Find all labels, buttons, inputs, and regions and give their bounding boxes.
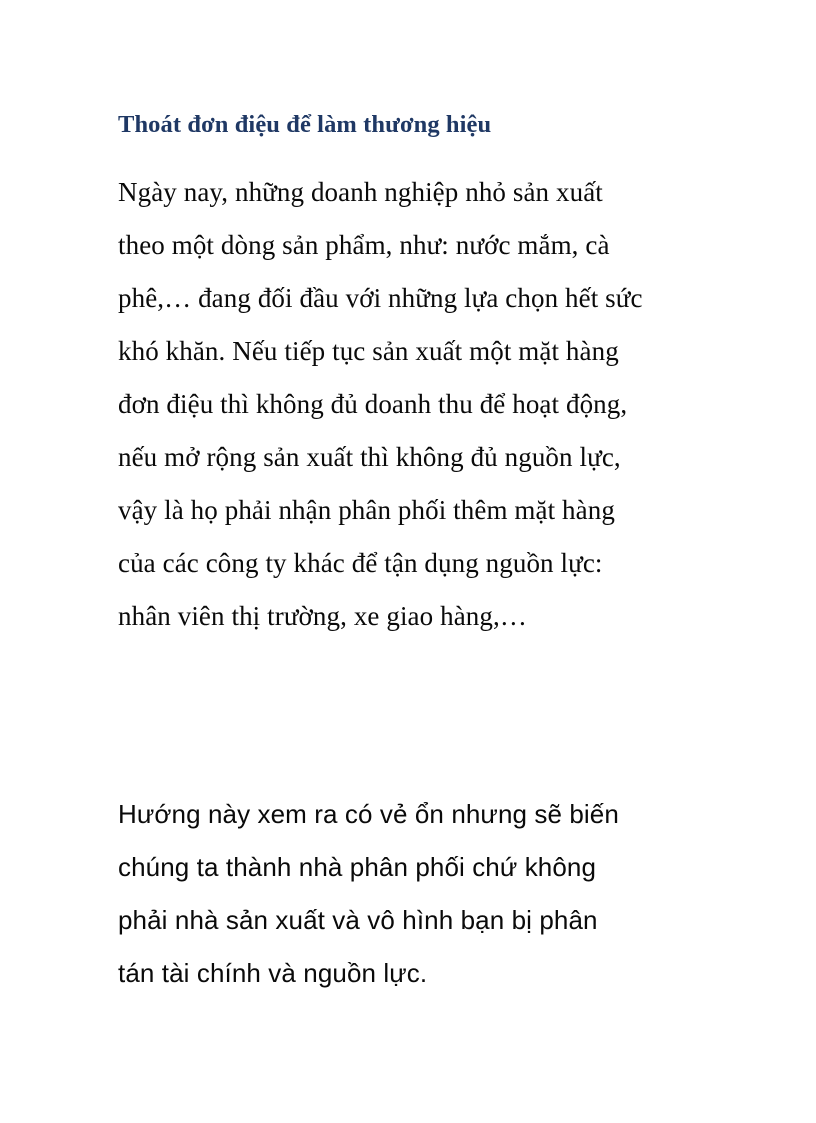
paragraph-line: phải nhà sản xuất và vô hình bạn bị phân: [118, 905, 598, 935]
paragraph-line: Ngày nay, những doanh nghiệp nhỏ sản xuất: [118, 177, 603, 207]
page-title: Thoát đơn điệu để làm thương hiệu: [118, 111, 492, 138]
paragraph-line: khó khăn. Nếu tiếp tục sản xuất một mặt hàng: [118, 336, 619, 366]
paragraph-line: vậy là họ phải nhận phân phối thêm mặt hàng: [118, 495, 615, 525]
paragraph-1: [118, 166, 643, 643]
paragraph-line: phê,… đang đối đầu với những lựa chọn hết sức: [118, 283, 643, 313]
paragraph-line: theo một dòng sản phẩm, như: nước mắm, cà: [118, 230, 610, 260]
paragraph-line: nhân viên thị trường, xe giao hàng,…: [118, 601, 527, 631]
paragraph-2: [118, 788, 619, 1000]
paragraph-line: của các công ty khác để tận dụng nguồn lực:: [118, 548, 603, 578]
paragraph-line: nếu mở rộng sản xuất thì không đủ nguồn lực,: [118, 442, 621, 472]
paragraph-line: Hướng này xem ra có vẻ ổn nhưng sẽ biến: [118, 799, 619, 829]
paragraph-line: đơn điệu thì không đủ doanh thu để hoạt động,: [118, 389, 628, 419]
paragraph-line: tán tài chính và nguồn lực.: [118, 958, 428, 988]
paragraph-line: chúng ta thành nhà phân phối chứ không: [118, 852, 597, 882]
